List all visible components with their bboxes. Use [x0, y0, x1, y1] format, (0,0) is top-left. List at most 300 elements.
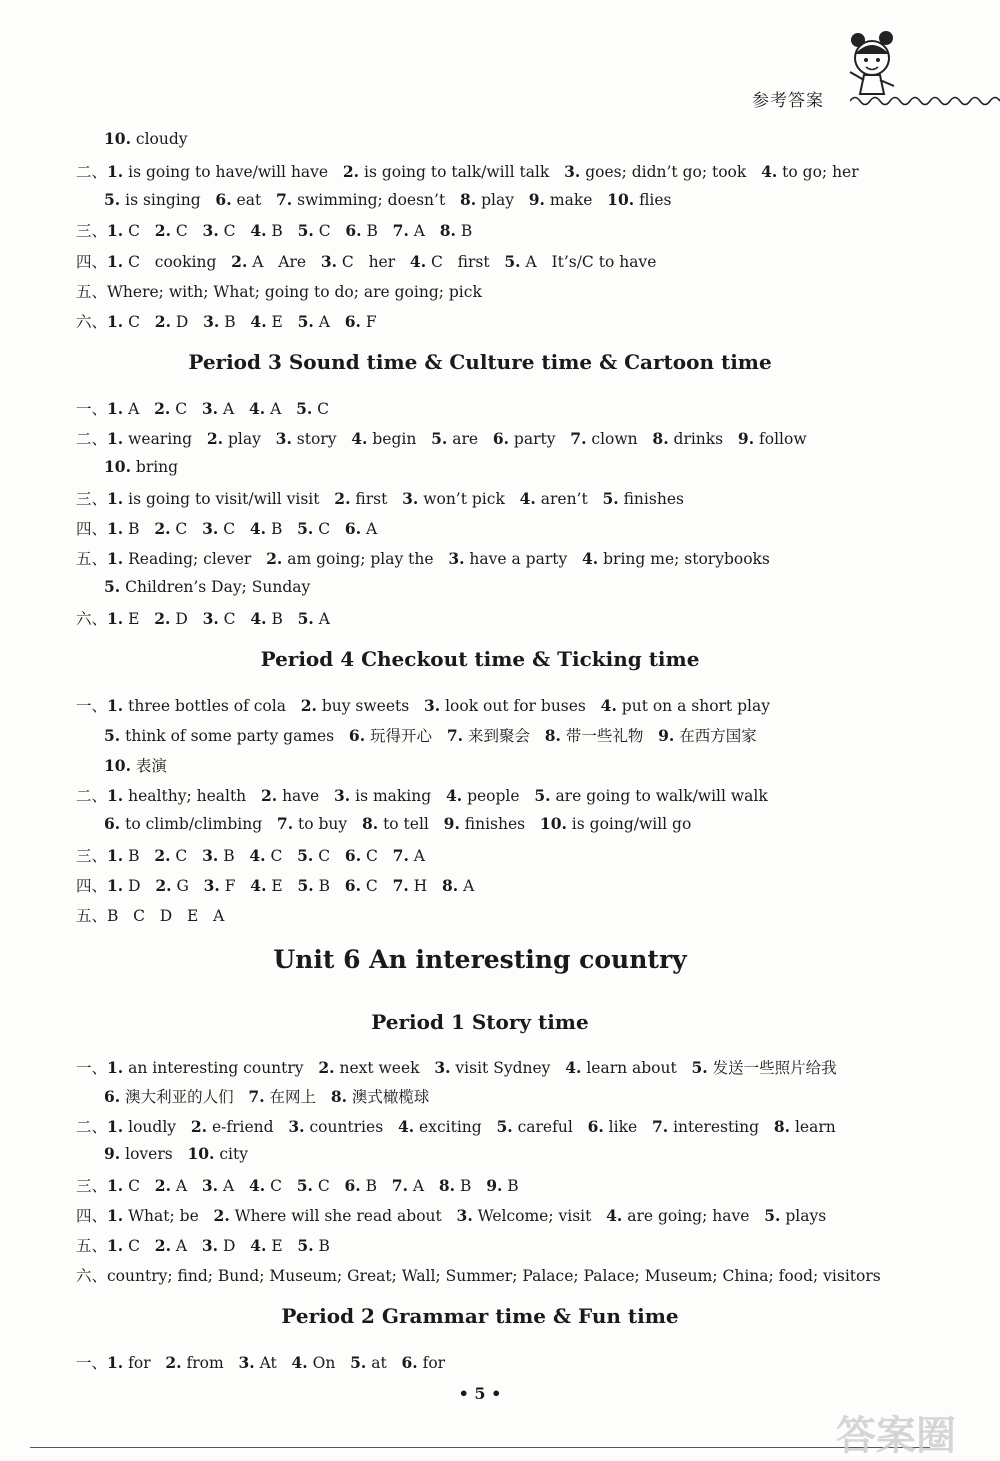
item-number: 5. — [534, 786, 551, 805]
item-number: 6. — [401, 1353, 418, 1372]
item-number: 3. — [202, 846, 219, 865]
answer-text: Where will she read about — [229, 1207, 457, 1225]
item-number: 7. — [391, 1176, 408, 1195]
item-number: 5. — [297, 519, 314, 538]
item-number: 5. — [297, 609, 314, 628]
answer-text: C — [265, 1177, 297, 1195]
item-number: 7. — [275, 190, 293, 209]
answer-text: am going; play the — [282, 550, 449, 568]
answer-text: C — [170, 222, 203, 240]
answer-text: A — [458, 877, 475, 895]
item-number: 4. — [582, 549, 599, 568]
item-number: 5. — [297, 312, 314, 331]
answer-line — [104, 1144, 248, 1163]
item-number: 5. — [104, 726, 121, 745]
item-number: 3. — [202, 609, 219, 628]
item-number: 4. — [249, 846, 266, 865]
item-number: 9. — [737, 429, 755, 448]
item-number: 1. — [107, 519, 124, 538]
answer-text: finishes — [459, 815, 540, 833]
item-number: 8. — [439, 221, 456, 240]
item-number: 5. — [296, 1176, 313, 1195]
answer-text: to buy — [293, 815, 362, 833]
answer-line — [76, 607, 330, 629]
answer-text: swimming; doesn’t — [292, 191, 460, 209]
answer-text: is going to have/will have — [123, 163, 343, 181]
item-number: 5. — [504, 252, 521, 271]
answer-line — [76, 1264, 881, 1286]
answer-text: 一、 — [76, 697, 108, 715]
answer-text: 五、 — [76, 1237, 108, 1255]
answer-text: A — [265, 400, 297, 418]
answer-text: drinks — [668, 430, 738, 448]
item-number: 8. — [459, 190, 477, 209]
item-number: 4. — [519, 489, 536, 508]
item-number: 1. — [107, 609, 124, 628]
answer-line — [76, 250, 656, 272]
item-number: 1. — [107, 221, 124, 240]
answer-text: put on a short play — [616, 697, 770, 715]
item-number: 2. — [154, 399, 171, 418]
item-number: 3. — [202, 221, 219, 240]
item-number: 2. — [190, 1117, 208, 1136]
answer-text: C — [265, 847, 298, 865]
answer-text: interesting — [668, 1118, 774, 1136]
answer-line — [76, 844, 425, 866]
answer-text: A It’s/C to have — [520, 253, 657, 271]
item-number: 4. — [291, 1353, 308, 1372]
answer-line — [76, 1204, 826, 1226]
item-number: 1. — [107, 846, 124, 865]
item-number: 9. — [658, 726, 675, 745]
answer-text: A — [170, 1237, 202, 1255]
answer-text: Reading; clever — [123, 550, 267, 568]
answer-text: C — [361, 847, 393, 865]
item-number: 4. — [409, 252, 427, 271]
item-number: 4. — [249, 519, 267, 538]
item-number: 9. — [443, 814, 460, 833]
answer-text: people — [462, 787, 535, 805]
answer-text: 一、 — [76, 1059, 108, 1077]
item-number: 5. — [350, 1353, 367, 1372]
answer-text: B — [266, 520, 298, 538]
answer-text: e-friend — [207, 1118, 289, 1136]
answer-text: F — [219, 877, 251, 895]
item-number: 6. — [344, 876, 361, 895]
answer-text: B — [360, 1177, 392, 1195]
answer-text: 澳式橄榄球 — [347, 1088, 430, 1106]
answer-text: B — [361, 222, 393, 240]
item-number: 1. — [107, 1206, 124, 1225]
answer-text: C — [360, 877, 393, 895]
answer-text: healthy; health — [123, 787, 261, 805]
answer-text: buy sweets — [316, 697, 424, 715]
answer-text: C — [313, 847, 345, 865]
answer-text: 六、 — [76, 610, 108, 628]
answer-text: 在西方国家 — [674, 727, 757, 745]
answer-text: is going/will go — [566, 815, 692, 833]
answer-text: C — [170, 400, 202, 418]
period-heading: Period 1 Story time — [371, 1010, 589, 1034]
item-number: 2. — [206, 429, 224, 448]
answer-text: B — [313, 877, 345, 895]
answer-text: B — [313, 1237, 330, 1255]
item-number: 5. — [602, 489, 619, 508]
item-number: 4. — [250, 1236, 267, 1255]
item-number: 1. — [107, 162, 124, 181]
item-number: 3. — [448, 549, 465, 568]
answer-text: A — [313, 313, 345, 331]
answer-text: 四、 — [76, 253, 108, 271]
answer-text: careful — [512, 1118, 588, 1136]
item-number: 2. — [154, 609, 171, 628]
item-number: 4. — [351, 429, 368, 448]
answer-text: goes; didn’t go; took — [580, 163, 762, 181]
item-number: 6. — [104, 1087, 121, 1106]
answer-line — [104, 457, 178, 476]
item-number: 5. — [764, 1206, 781, 1225]
answer-text: 带一些礼物 — [560, 727, 659, 745]
answer-text: Children’s Day; Sunday — [120, 578, 311, 596]
item-number: 1. — [107, 786, 124, 805]
answer-text: 三、 — [76, 490, 108, 508]
answer-text: On — [307, 1354, 351, 1372]
answer-text: city — [214, 1145, 249, 1163]
answer-line — [76, 874, 474, 896]
answer-line — [76, 1234, 330, 1256]
answer-text: follow — [754, 430, 807, 448]
item-number: 7. — [570, 429, 587, 448]
answer-text: 玩得开心 — [365, 727, 447, 745]
answer-text: think of some party games — [120, 727, 349, 745]
answer-text: C first — [426, 253, 505, 271]
answer-text: exciting — [414, 1118, 497, 1136]
answer-text: A — [407, 1177, 439, 1195]
item-number: 1. — [107, 1117, 124, 1136]
answer-line — [76, 487, 684, 509]
item-number: 6. — [345, 221, 362, 240]
item-number: 5. — [496, 1117, 513, 1136]
answer-text: 澳大利亚的人们 — [120, 1088, 249, 1106]
answer-text: bring me; storybooks — [598, 550, 770, 568]
item-number: 3. — [202, 519, 219, 538]
answer-text: finishes — [618, 490, 684, 508]
item-number: 3. — [201, 399, 219, 418]
item-number: 2. — [154, 221, 171, 240]
item-number: 3. — [288, 1117, 305, 1136]
item-number: 3. — [201, 1176, 219, 1195]
answer-text: C — [312, 1177, 345, 1195]
answer-text: E — [266, 1237, 298, 1255]
answer-text: won’t pick — [418, 490, 520, 508]
item-number: 4. — [248, 399, 266, 418]
answer-text: flies — [634, 191, 672, 209]
answer-text: D — [170, 313, 204, 331]
answer-text: to go; her — [777, 163, 859, 181]
item-number: 2. — [260, 786, 278, 805]
answer-text: C — [123, 222, 155, 240]
item-number: 10. — [104, 756, 131, 775]
answer-text: E — [266, 313, 298, 331]
answer-text: play — [476, 191, 529, 209]
item-number: 5. — [104, 577, 121, 596]
item-number: 8. — [330, 1087, 347, 1106]
item-number: 10. — [104, 129, 131, 148]
answer-text: What; be — [123, 1207, 214, 1225]
item-number: 3. — [434, 1058, 451, 1077]
item-number: 9. — [486, 1176, 503, 1195]
item-number: 3. — [201, 1236, 219, 1255]
item-number: 4. — [761, 162, 778, 181]
answer-text: 六、 — [76, 313, 108, 331]
answer-text: E — [123, 610, 155, 628]
answer-text: eat — [231, 191, 276, 209]
answer-text: C — [123, 313, 155, 331]
answer-line — [76, 280, 482, 302]
answer-line — [76, 517, 377, 539]
answer-text: Welcome; visit — [472, 1207, 607, 1225]
period-heading: Period 4 Checkout time & Ticking time — [260, 647, 700, 671]
item-number: 6. — [344, 1176, 361, 1195]
wavy-divider — [850, 94, 1000, 108]
item-number: 6. — [587, 1117, 604, 1136]
answer-text: A Are — [247, 253, 321, 271]
answer-text: 二、 — [76, 163, 108, 181]
answer-text: 一、 — [76, 1354, 108, 1372]
item-number: 2. — [300, 696, 317, 715]
item-number: 4. — [250, 876, 267, 895]
answer-line — [104, 190, 672, 209]
answer-line — [104, 724, 757, 746]
item-number: 1. — [107, 489, 124, 508]
answer-text: B — [219, 313, 251, 331]
answer-text: A — [408, 847, 425, 865]
answer-text: look out for buses — [440, 697, 601, 715]
item-number: 5. — [297, 1236, 314, 1255]
item-number: 4. — [397, 1117, 415, 1136]
answer-line — [76, 160, 859, 182]
item-number: 8. — [438, 1176, 456, 1195]
answer-text: C — [218, 610, 251, 628]
item-number: 5. — [297, 846, 314, 865]
answer-line — [76, 904, 224, 926]
item-number: 3. — [203, 312, 220, 331]
answer-text: bring — [130, 458, 179, 476]
item-number: 5. — [296, 399, 313, 418]
answer-line — [76, 310, 377, 332]
answer-text: countries — [304, 1118, 398, 1136]
answer-line — [104, 754, 167, 776]
answer-line — [76, 427, 807, 449]
item-number: 5. — [297, 221, 314, 240]
answer-text: 五、Where; with; What; going to do; are going; pick — [76, 283, 482, 301]
item-number: 1. — [107, 312, 124, 331]
answer-text: are going; have — [622, 1207, 765, 1225]
answer-text: three bottles of cola — [123, 697, 301, 715]
answer-text: are going to walk/will walk — [550, 787, 768, 805]
page-number: • 5 • — [458, 1384, 502, 1403]
answer-text: C — [170, 847, 203, 865]
watermark: 答案圈 — [836, 1413, 956, 1459]
answer-text: G — [171, 877, 204, 895]
item-number: 3. — [320, 252, 337, 271]
answer-text: aren’t — [535, 490, 603, 508]
answer-text: 来到聚会 — [463, 727, 545, 745]
answer-text: C her — [337, 253, 410, 271]
item-number: 8. — [544, 726, 561, 745]
answer-text: to tell — [378, 815, 444, 833]
answer-text: loudly — [123, 1118, 191, 1136]
answer-text: 一、 — [76, 400, 108, 418]
answer-text: cloudy — [130, 130, 188, 148]
item-number: 5. — [104, 190, 121, 209]
answer-text: have a party — [464, 550, 583, 568]
item-number: 5. — [431, 429, 448, 448]
item-number: 6. — [344, 846, 362, 865]
answer-line — [104, 814, 691, 833]
answer-text: A — [361, 520, 378, 538]
answer-line — [76, 1115, 836, 1137]
item-number: 3. — [334, 786, 351, 805]
answer-text: A — [123, 400, 155, 418]
answer-text: make — [544, 191, 608, 209]
answer-line — [76, 219, 472, 241]
answer-text: learn about — [581, 1059, 692, 1077]
item-number: 2. — [154, 519, 171, 538]
answer-text: is going to talk/will talk — [359, 163, 565, 181]
answer-text: A — [313, 610, 330, 628]
item-number: 3. — [238, 1353, 255, 1372]
answer-text: 表演 — [130, 757, 167, 775]
item-number: 2. — [266, 549, 283, 568]
unit-title: Unit 6 An interesting country — [273, 945, 687, 974]
answer-text: 在网上 — [264, 1088, 331, 1106]
item-number: 2. — [231, 252, 248, 271]
item-number: 7. — [276, 814, 294, 833]
answer-text: B — [123, 847, 155, 865]
bottom-rule — [30, 1447, 930, 1448]
answer-text: C — [313, 222, 346, 240]
answer-text: C — [123, 1237, 155, 1255]
item-number: 1. — [107, 1236, 124, 1255]
answer-text: for — [417, 1354, 446, 1372]
item-number: 1. — [107, 549, 124, 568]
item-number: 2. — [154, 1176, 171, 1195]
answer-text: next week — [334, 1059, 435, 1077]
answer-text: B — [502, 1177, 519, 1195]
item-number: 4. — [565, 1058, 582, 1077]
answer-text: B — [123, 520, 155, 538]
answer-text: 五、 — [76, 550, 108, 568]
item-number: 2. — [342, 162, 360, 181]
answer-text: to climb/climbing — [120, 815, 277, 833]
answer-text: learn — [790, 1118, 836, 1136]
item-number: 4. — [445, 786, 463, 805]
answer-line — [76, 547, 770, 569]
item-number: 7. — [651, 1117, 669, 1136]
answer-text: 二、 — [76, 1118, 108, 1136]
answer-text: C — [312, 400, 330, 418]
answer-text: is making — [350, 787, 446, 805]
item-number: 2. — [155, 876, 172, 895]
answer-text: first — [350, 490, 403, 508]
answer-text: H — [408, 877, 442, 895]
answer-text: D — [123, 877, 156, 895]
answer-text: lovers — [120, 1145, 188, 1163]
answer-text: E — [266, 877, 298, 895]
item-number: 3. — [203, 876, 220, 895]
item-number: 10. — [104, 457, 131, 476]
item-number: 1. — [107, 399, 124, 418]
answer-text: like — [603, 1118, 652, 1136]
answer-text: B — [266, 222, 298, 240]
answer-text: 四、 — [76, 520, 108, 538]
item-number: 5. — [691, 1058, 708, 1077]
item-number: 1. — [107, 429, 124, 448]
answer-text: 五、B C D E A — [76, 907, 225, 925]
answer-text: B — [218, 847, 250, 865]
item-number: 4. — [250, 609, 267, 628]
answer-text: for — [123, 1354, 166, 1372]
answer-text: play — [223, 430, 276, 448]
answer-line — [104, 1085, 429, 1107]
answer-text: 四、 — [76, 877, 108, 895]
answer-text: 二、 — [76, 787, 108, 805]
item-number: 7. — [248, 1087, 265, 1106]
item-number: 1. — [107, 1176, 124, 1195]
answer-text: plays — [780, 1207, 827, 1225]
item-number: 8. — [441, 876, 459, 895]
item-number: 2. — [154, 846, 171, 865]
answer-text: 六、country; find; Bund; Museum; Great; Wall; Summer; Palace; Palace; Museum; China; food; visitors — [76, 1267, 881, 1285]
item-number: 8. — [652, 429, 669, 448]
answer-text: 三、 — [76, 222, 108, 240]
answer-text: B — [455, 1177, 487, 1195]
item-number: 3. — [456, 1206, 473, 1225]
item-number: 4. — [250, 312, 267, 331]
answer-text: are — [447, 430, 493, 448]
item-number: 6. — [492, 429, 509, 448]
answer-text: C — [123, 1177, 155, 1195]
item-number: 1. — [107, 252, 124, 271]
answer-text: C cooking — [123, 253, 232, 271]
answer-text: 三、 — [76, 847, 108, 865]
answer-line — [76, 1351, 445, 1373]
period-heading: Period 3 Sound time & Culture time & Cartoon time — [188, 350, 772, 374]
answer-line — [76, 694, 770, 716]
item-number: 4. — [600, 696, 617, 715]
item-number: 5. — [297, 876, 314, 895]
item-number: 6. — [344, 519, 362, 538]
item-number: 4. — [250, 221, 267, 240]
item-number: 2. — [213, 1206, 230, 1225]
answer-text: story — [291, 430, 352, 448]
item-number: 2. — [165, 1353, 182, 1372]
answer-text: B — [455, 222, 473, 240]
item-number: 6. — [215, 190, 232, 209]
answer-text: 二、 — [76, 430, 108, 448]
item-number: 6. — [344, 312, 361, 331]
item-number: 10. — [539, 814, 567, 833]
answer-text: B — [266, 610, 298, 628]
item-number: 8. — [361, 814, 379, 833]
answer-text: C — [218, 222, 251, 240]
answer-line — [76, 784, 768, 806]
answer-text: 发送一些照片给我 — [707, 1059, 837, 1077]
item-number: 10. — [607, 190, 635, 209]
period-heading: Period 2 Grammar time & Fun time — [281, 1304, 679, 1328]
item-number: 7. — [392, 846, 409, 865]
